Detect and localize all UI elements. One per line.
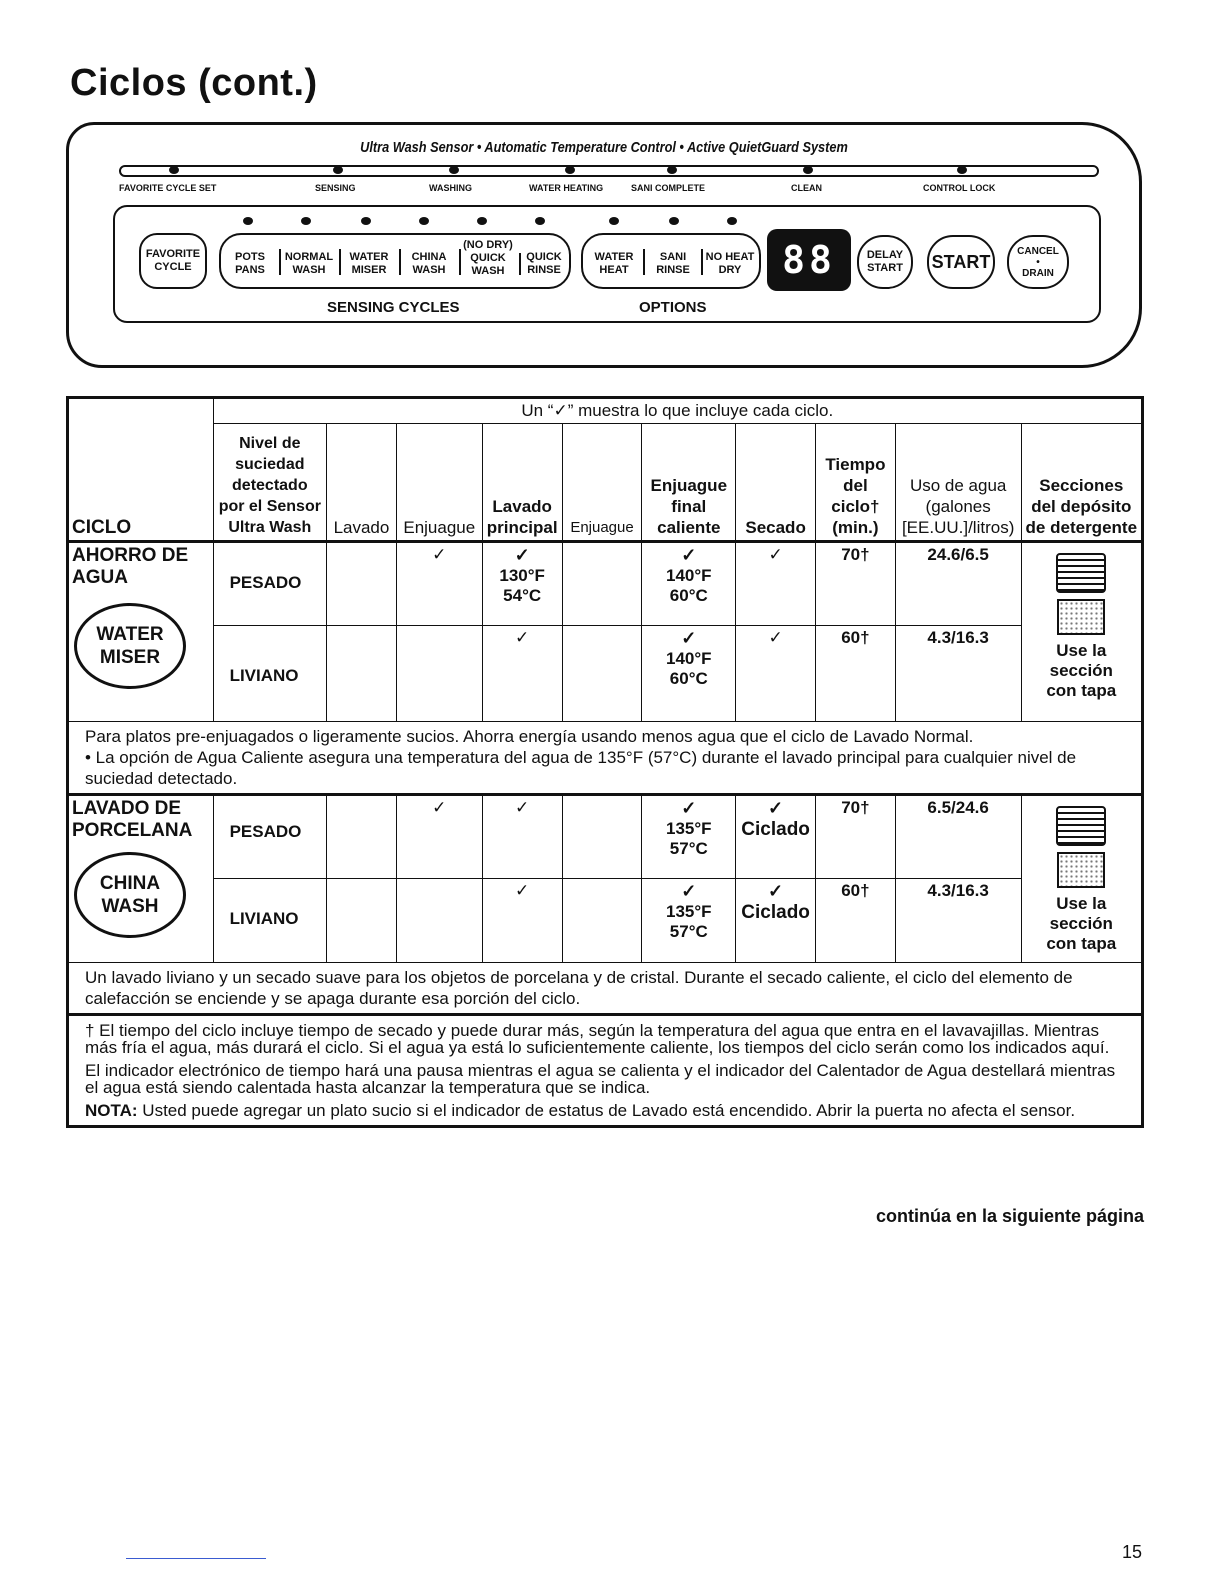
status-led [957,166,967,174]
header-wash: Lavado [327,424,397,542]
note-text: Usted puede agregar un plato sucio si el indicador de estatus de Lavado está encendido. Abrir la puerta no afecta el sensor. [137,1101,1076,1120]
header-main-wash: Lavado principal [482,424,562,542]
soil-level: PESADO [213,795,326,879]
final-rinse-cell [642,626,736,722]
status-label: CLEAN [791,183,822,193]
footnote-cycle-time: † El tiempo del ciclo incluye tiempo de secado y puede durar más, según la temperatura del agua que entra en el lavavajillas. Mientras más fría el agua, más durará el ciclo. Si el agua ya está lo suficientemente caliente, los tiempos del ciclo serán como los indicados aquí. [85,1021,1110,1057]
detergent-dispenser-icon [1056,553,1106,593]
note-label: NOTA: [85,1101,138,1120]
soil-level: LIVIANO [213,626,326,722]
dry-cell [736,879,816,963]
normal-wash-button: NORMAL WASH [284,251,334,276]
cycle-time: 70† [816,795,896,879]
footnote-timer: El indicador electrónico de tiempo hará una pausa mientras el agua se calienta y el indicador del Calentador de Agua destellará mientras el agua está siendo calentada hasta alcanzar la temperatura que se indica. [85,1061,1116,1097]
favorite-cycle-button: FAVORITE CYCLE [139,233,207,289]
cell [562,879,642,963]
cycle-name: AHORRO DE AGUA [72,545,189,588]
water-use: 6.5/24.6 [895,795,1021,879]
quick-wash-button: (NO DRY) QUICK WASH [463,239,513,277]
cycle-led [419,217,429,225]
header-dispenser: Secciones del depósito de detergente [1021,424,1142,542]
cycle-time: 60† [816,879,896,963]
cell [562,542,642,626]
dry-cell [736,795,816,879]
cell [562,626,642,722]
main-wash-temp: 130°F 54°C [499,566,545,605]
check-mark: ✓ [396,795,482,879]
check-mark: ✓ [482,626,562,722]
detergent-dispenser-icon [1056,806,1106,846]
cancel-drain-button: CANCEL • DRAIN [1007,235,1069,289]
china-wash-badge: CHINA WASH [74,852,186,938]
water-use: 4.3/16.3 [895,626,1021,722]
cycle-table [66,396,1144,1128]
dry-value: Ciclado [741,902,810,923]
footnotes [68,1015,1143,1127]
page-number: 15 [1121,1542,1142,1562]
status-label: WATER HEATING [529,183,604,193]
status-led [565,166,575,174]
table-caption: Un “✓” muestra lo que incluye cada ciclo. [213,398,1142,424]
option-led [727,217,737,225]
options-group [581,233,761,289]
pots-pans-button: POTS PANS [235,251,265,276]
soil-level: LIVIANO [213,879,326,963]
cycle-time: 70† [816,542,896,626]
continued-next-page: continúa en la siguiente página [875,1206,1144,1226]
button-area [113,205,1101,323]
sensing-cycles-label: SENSING CYCLES [327,299,460,316]
status-led [803,166,813,174]
note [85,1102,1125,1119]
dispenser-cell [1021,542,1142,722]
water-use: 4.3/16.3 [895,879,1021,963]
cell [327,626,397,722]
header-rinse-2: Enjuague [562,424,642,542]
check-mark: ✓ [736,626,816,722]
final-rinse-temp: 135°F 57°C [666,819,712,858]
header-water-use: Uso de agua (galones [EE.UU.]/litros) [895,424,1021,542]
option-led [669,217,679,225]
header-ciclo: CICLO [68,424,214,542]
water-miser-button: WATER MISER [349,251,389,276]
status-indicator-strip [119,165,1099,177]
check-mark: ✓ [482,879,562,963]
check-mark: ✓ [514,545,530,565]
water-heat-button: WATER HEAT [594,251,634,276]
status-led [667,166,677,174]
cell [327,795,397,879]
final-rinse-cell [642,795,736,879]
sensing-cycles-group [219,233,571,289]
cycle-name: LAVADO DE PORCELANA [72,798,193,841]
status-label: CONTROL LOCK [923,183,996,193]
check-mark: ✓ [768,798,784,818]
dispenser-text: Use la sección con tapa [1046,641,1117,700]
final-rinse-temp: 135°F 57°C [666,902,712,941]
control-panel-illustration [66,122,1142,368]
main-wash-cell [482,542,562,626]
no-heat-dry-button: NO HEAT DRY [705,251,755,276]
header-rinse: Enjuague [396,424,482,542]
status-led [169,166,179,174]
water-miser-description [68,722,1143,795]
check-mark: ✓ [681,881,697,901]
panel-tagline: Ultra Wash Sensor • Automatic Temperature Control • Active QuietGuard System [360,139,848,156]
check-mark: ✓ [482,795,562,879]
status-label: WASHING [429,183,473,193]
status-label: SENSING [315,183,356,193]
cycle-led [301,217,311,225]
sani-rinse-button: SANI RINSE [656,251,690,276]
delay-start-button: DELAY START [857,235,913,289]
check-mark: ✓ [736,542,816,626]
cell [327,879,397,963]
description-text: Un lavado liviano y un secado suave para los objetos de porcelana y de cristal. Durante el secado caliente, el ciclo del elemento de calefacción se enciende y se apaga durante esa porción del ciclo. [85,968,1073,1008]
final-rinse-cell [642,879,736,963]
cell [562,795,642,879]
cycle-led [535,217,545,225]
check-mark: ✓ [681,545,697,565]
final-rinse-temp: 140°F 60°C [666,566,712,605]
china-wash-description [68,963,1143,1015]
caption-spacer [68,398,214,424]
quick-rinse-button: QUICK RINSE [526,251,562,276]
check-mark: ✓ [396,542,482,626]
status-led [449,166,459,174]
bottom-rule [126,1558,266,1559]
cycle-water-miser [68,542,214,722]
description-bullet: • La opción de Agua Caliente asegura una temperatura del agua de 135°F (57°C) durante el lavado principal para cualquier nivel de suciedad detectado. [85,748,1077,788]
cycle-led [243,217,253,225]
cycle-led [477,217,487,225]
final-rinse-temp: 140°F 60°C [666,649,712,688]
header-final-rinse: Enjuague final caliente [642,424,736,542]
cell [396,626,482,722]
status-led [333,166,343,174]
dry-value: Ciclado [741,819,810,840]
status-label: FAVORITE CYCLE SET [119,183,217,193]
page-title: Ciclos (cont.) [70,62,318,104]
status-label: SANI COMPLETE [631,183,706,193]
option-led [609,217,619,225]
cycle-time: 60† [816,626,896,722]
dispenser-text: Use la sección con tapa [1046,894,1117,953]
header-soil-level: Nivel de suciedad detectado por el Sensor Ultra Wash [213,424,326,542]
china-wash-button: CHINA WASH [411,251,447,276]
detergent-cup-icon [1057,852,1105,888]
check-mark: ✓ [681,628,697,648]
water-miser-badge: WATER MISER [74,603,186,689]
water-use: 24.6/6.5 [895,542,1021,626]
cycle-china-wash [68,795,214,963]
check-mark: ✓ [768,881,784,901]
start-button: START [927,235,995,289]
cell [327,542,397,626]
time-display: 88 [767,229,851,291]
cell [396,879,482,963]
check-mark: ✓ [681,798,697,818]
description-text: Para platos pre-enjuagados o ligeramente sucios. Ahorra energía usando menos agua que el ciclo de Lavado Normal. [85,727,974,746]
final-rinse-cell [642,542,736,626]
options-label: OPTIONS [639,299,707,316]
header-cycle-time: Tiempo del ciclo† (min.) [816,424,896,542]
detergent-cup-icon [1057,599,1105,635]
soil-level: PESADO [213,542,326,626]
dispenser-cell [1021,795,1142,963]
header-dry: Secado [736,424,816,542]
cycle-led [361,217,371,225]
